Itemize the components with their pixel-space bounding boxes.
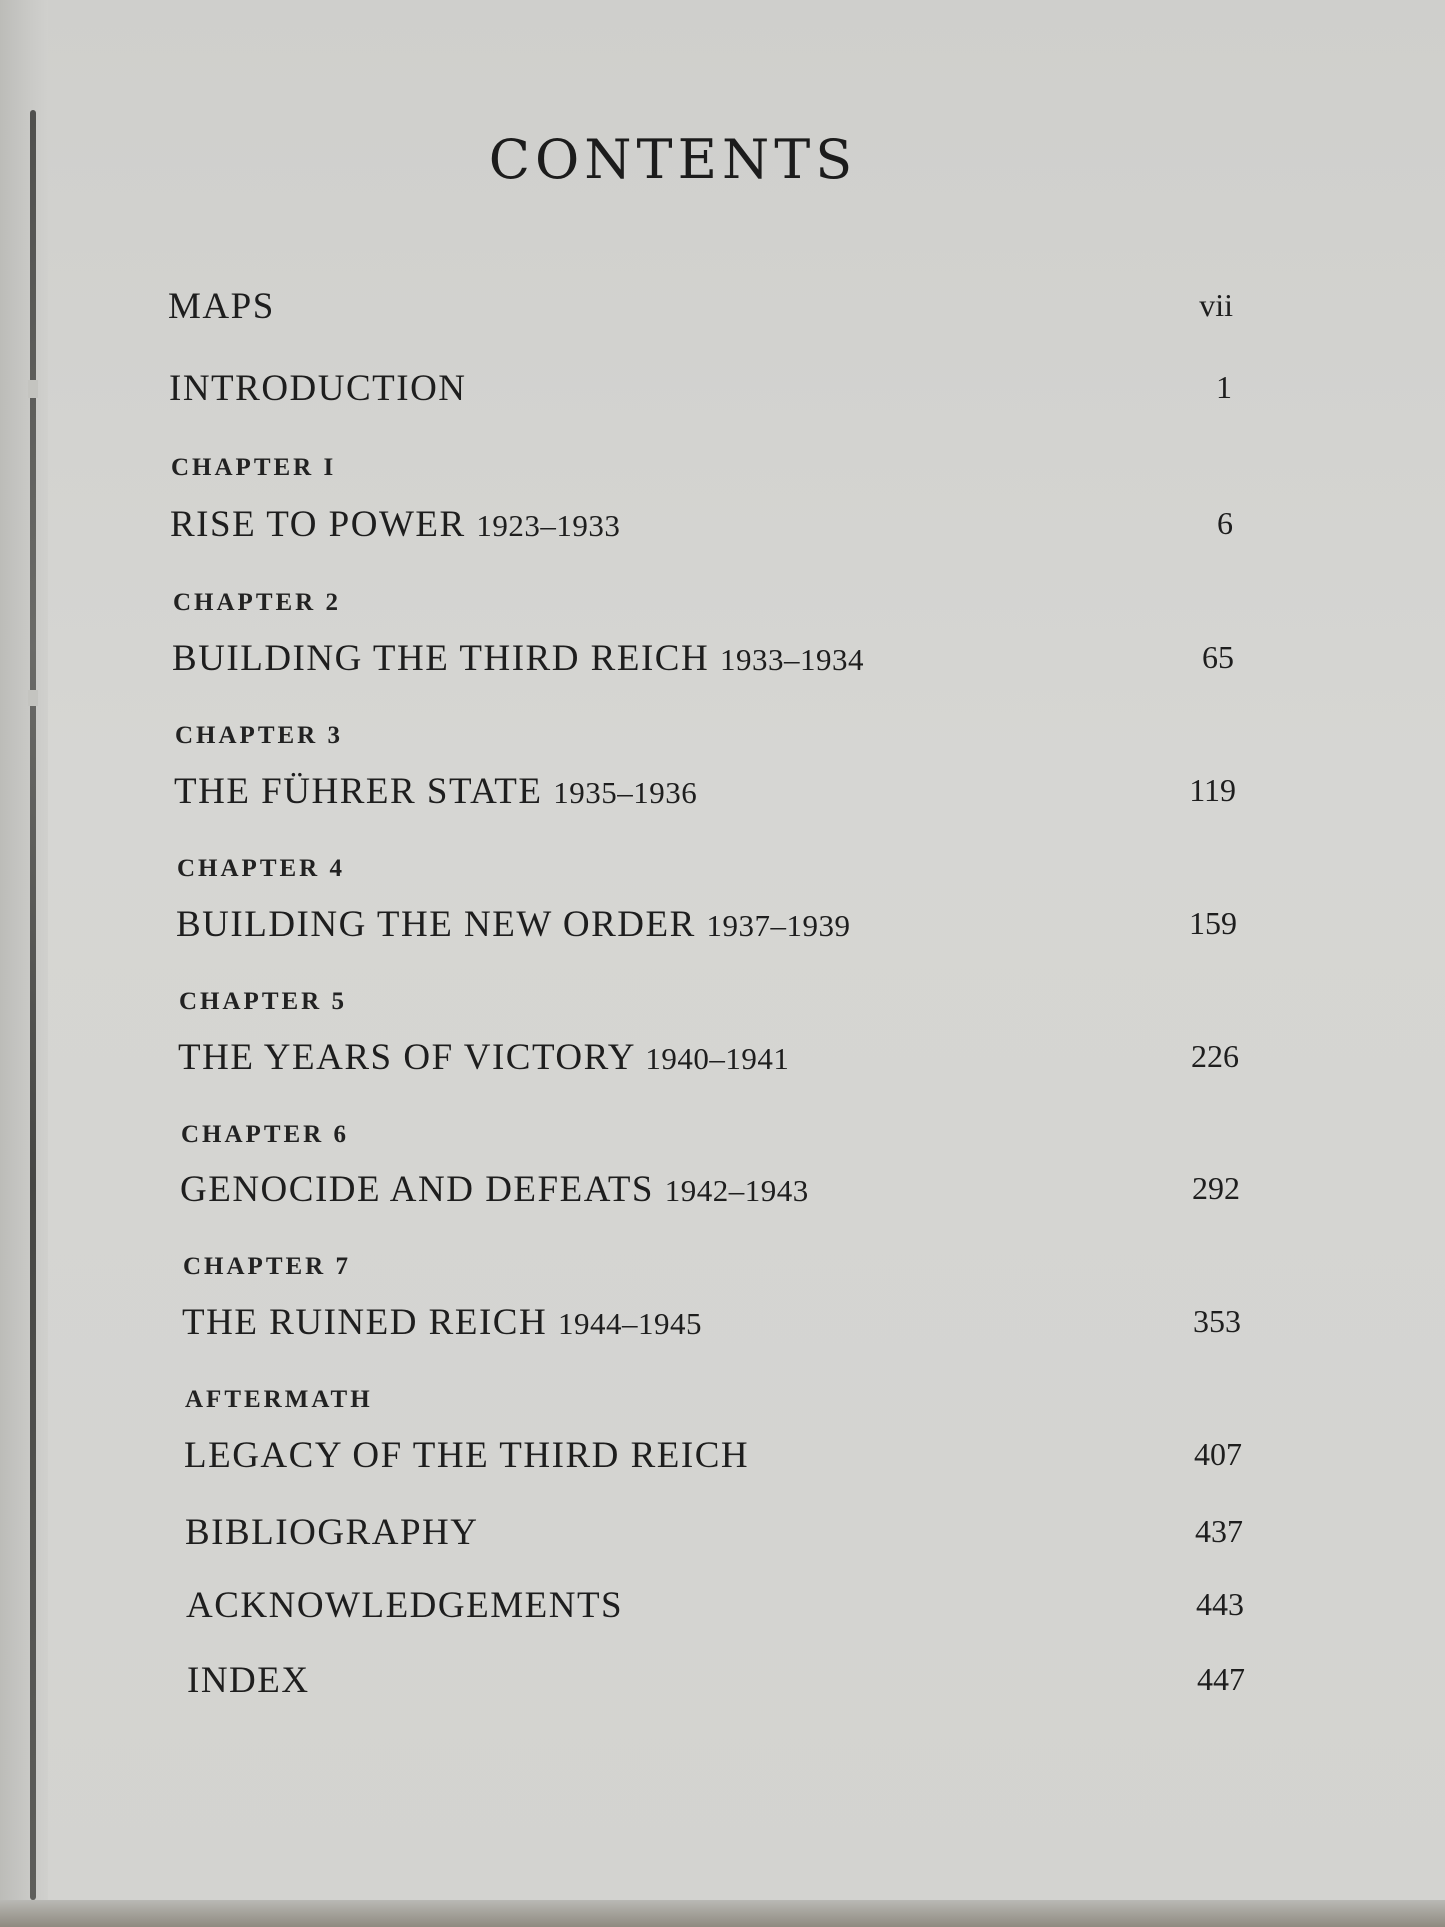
toc-entry-page-number: 447 [1197, 1661, 1245, 1697]
toc-entry-years: 1923–1933 [476, 508, 621, 543]
toc-entry-years: 1937–1939 [706, 908, 851, 943]
spine-gap [28, 690, 38, 706]
toc-entry-title: RISE TO POWER 1923–1933 [170, 504, 621, 545]
chapter-label: CHAPTER 3 [175, 722, 343, 749]
toc-entry-chapter-2 [172, 620, 1234, 680]
contents-page [48, 0, 1445, 1900]
toc-entry-page-number: 407 [1194, 1436, 1242, 1472]
aftermath-label: AFTERMATH [185, 1386, 373, 1413]
toc-entry-title: THE YEARS OF VICTORY 1940–1941 [178, 1037, 790, 1078]
toc-entry-bibliography [185, 1494, 1243, 1554]
toc-entry-acknowledgements [186, 1567, 1244, 1627]
toc-entry-title: MAPS [168, 286, 275, 327]
toc-entry-chapter-1 [170, 486, 1233, 546]
toc-entry-title: GENOCIDE AND DEFEATS 1942–1943 [180, 1169, 809, 1210]
toc-entry-introduction [169, 350, 1232, 410]
page-bottom-edge [0, 1900, 1445, 1927]
toc-entry-index [187, 1642, 1245, 1702]
toc-entry-page-number: 443 [1196, 1586, 1244, 1622]
toc-entry-title: INDEX [187, 1660, 310, 1701]
chapter-label: CHAPTER 2 [173, 589, 341, 616]
toc-entry-title: BUILDING THE THIRD REICH 1933–1934 [172, 638, 864, 679]
toc-entry-title: INTRODUCTION [169, 368, 467, 409]
toc-entry-chapter-4 [176, 886, 1237, 946]
toc-entry-maps [168, 268, 1233, 328]
book-spine-shadow [30, 110, 36, 1900]
toc-entry-years: 1944–1945 [557, 1306, 702, 1341]
page-title: CONTENTS [488, 128, 858, 191]
toc-entry-years: 1942–1943 [664, 1173, 809, 1208]
chapter-label: CHAPTER 6 [181, 1121, 349, 1148]
toc-entry-title: BIBLIOGRAPHY [185, 1512, 479, 1553]
toc-entry-title: ACKNOWLEDGEMENTS [186, 1585, 624, 1626]
toc-entry-page-number: 437 [1195, 1513, 1243, 1549]
toc-entry-title: LEGACY OF THE THIRD REICH [184, 1435, 750, 1476]
toc-entry-chapter-7 [182, 1284, 1241, 1344]
chapter-label: CHAPTER 5 [179, 988, 347, 1015]
toc-entry-page-number: 159 [1189, 905, 1237, 941]
chapter-label: CHAPTER I [171, 454, 337, 481]
toc-entry-title: THE RUINED REICH 1944–1945 [182, 1302, 702, 1343]
toc-entry-page-number: 292 [1192, 1170, 1240, 1206]
toc-entry-title: BUILDING THE NEW ORDER 1937–1939 [176, 904, 851, 945]
chapter-label: CHAPTER 7 [183, 1253, 351, 1280]
toc-entry-years: 1935–1936 [553, 775, 698, 810]
chapter-label: CHAPTER 4 [177, 855, 345, 882]
toc-entry-page-number: 1 [1216, 369, 1232, 405]
toc-entry-page-number: 6 [1217, 505, 1233, 541]
toc-entry-chapter-6 [180, 1151, 1240, 1211]
toc-entry-years: 1940–1941 [645, 1041, 790, 1076]
toc-entry-page-number: vii [1199, 287, 1233, 323]
page-left-edge [0, 0, 48, 1927]
toc-entry-page-number: 65 [1202, 639, 1234, 675]
toc-entry-page-number: 226 [1191, 1038, 1239, 1074]
toc-entry-chapter-3 [174, 753, 1236, 813]
spine-gap [28, 380, 38, 398]
toc-entry-page-number: 119 [1189, 772, 1236, 808]
toc-entry-title: THE FÜHRER STATE 1935–1936 [174, 771, 698, 812]
toc-entry-years: 1933–1934 [719, 642, 864, 677]
toc-entry-aftermath [184, 1417, 1242, 1477]
toc-entry-page-number: 353 [1193, 1303, 1241, 1339]
toc-entry-chapter-5 [178, 1019, 1239, 1079]
